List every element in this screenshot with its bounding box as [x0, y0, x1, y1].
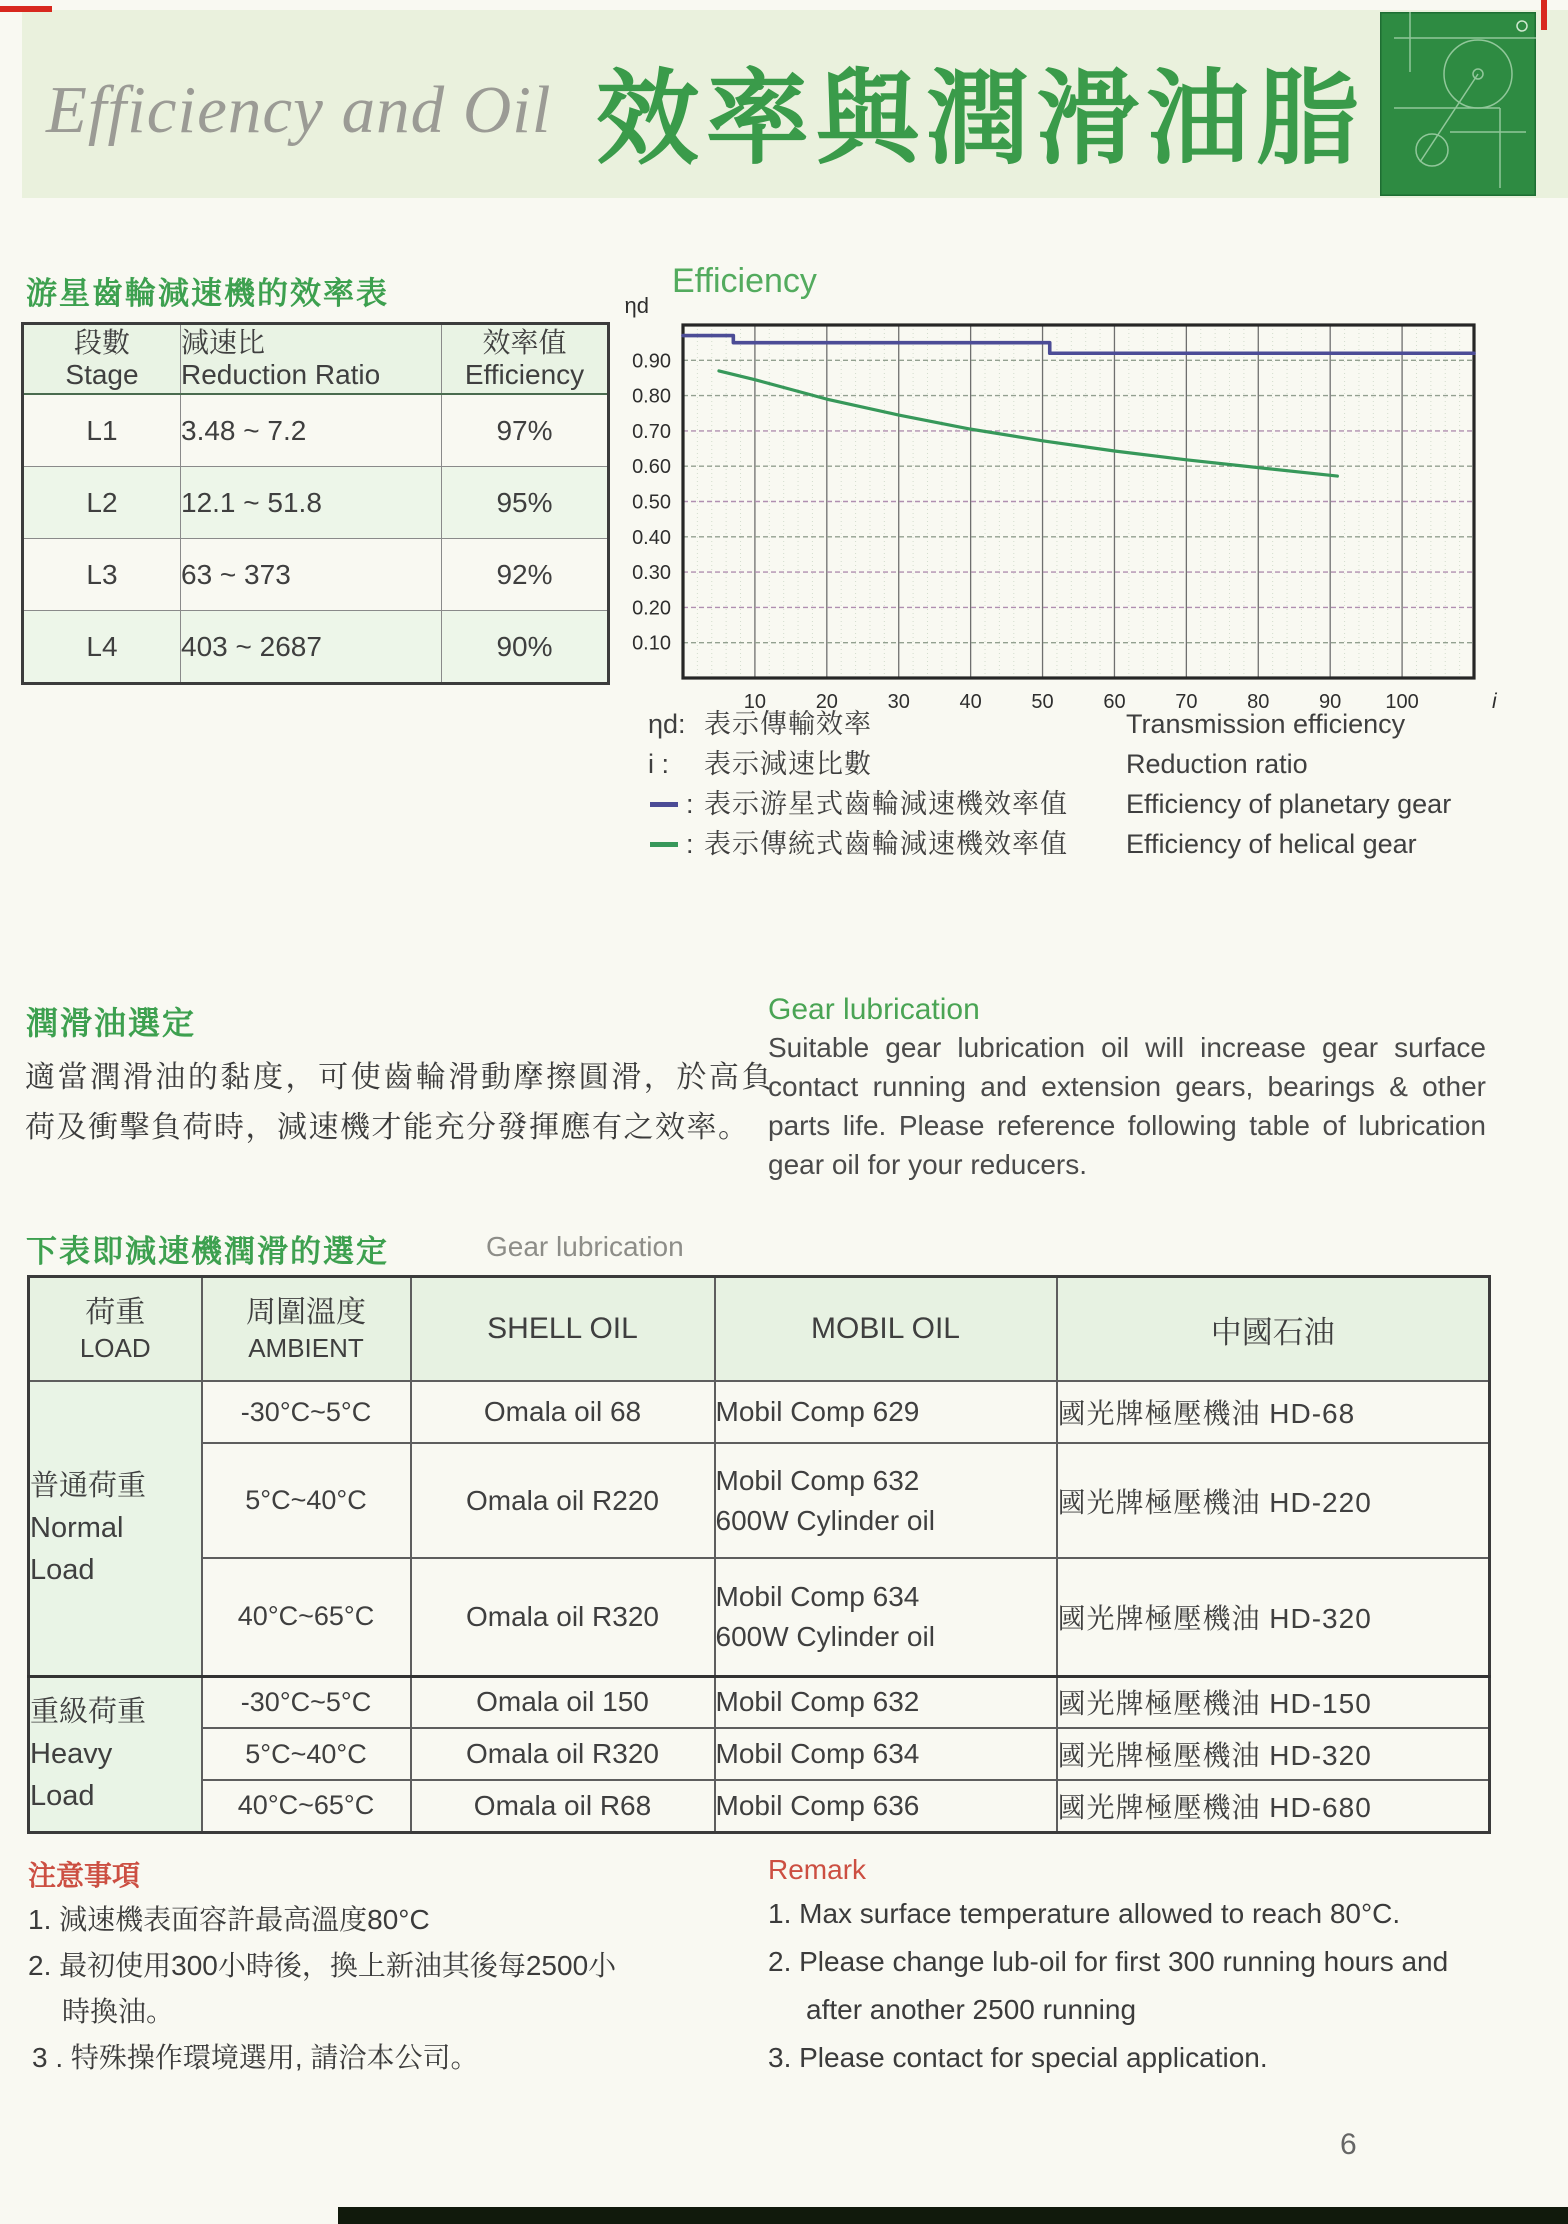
mobil-line1: Mobil Comp 632 — [715, 1464, 920, 1496]
y-axis-label: ηd — [624, 293, 649, 318]
note-zh-2-cont: 時換油。 — [62, 1996, 175, 2027]
ambient-cell: 5°C~40°C — [202, 1728, 411, 1780]
col-header-shell: SHELL OIL — [411, 1277, 715, 1382]
efficiency-cell: 97% — [442, 394, 609, 467]
col-header-stage-zh: 段數 — [73, 327, 130, 358]
lubrication-en-paragraph: Suitable gear lubrication oil will increase gear surface contact running and extension gears, bearings & other parts life. Please reference following table of lubrication gear oil for your reducers. — [768, 1032, 1486, 1180]
stage-cell: L3 — [23, 539, 181, 611]
x-axis-tick-label: 70 — [1175, 691, 1198, 713]
shell-cell: Omala oil R220 — [411, 1443, 715, 1558]
legend-label-en: Transmission efficiency — [1126, 709, 1406, 739]
load-en2: Load — [30, 1554, 95, 1587]
mobil-line2: 600W Cylinder oil — [715, 1504, 935, 1536]
x-axis-tick-label: 100 — [1385, 691, 1419, 713]
col-header-efficiency-en: Efficiency — [464, 359, 585, 390]
lubrication-table — [27, 1275, 1491, 1834]
y-axis-tick-label: 0.30 — [632, 562, 671, 585]
load-en1: Normal — [30, 1512, 124, 1545]
table-row-normal-1 — [29, 1381, 1490, 1443]
y-axis-tick-label: 0.80 — [632, 385, 671, 408]
shell-cell: Omala oil 68 — [411, 1381, 715, 1443]
table-row-normal-2 — [29, 1443, 1490, 1558]
chart-legend — [648, 704, 1528, 864]
mobil-cell: Mobil Comp 629 — [715, 1381, 1057, 1443]
y-axis-tick-label: 0.50 — [632, 491, 671, 514]
ambient-cell: -30°C~5°C — [202, 1676, 411, 1728]
cnpc-cell: 國光牌極壓機油 HD-320 — [1057, 1558, 1490, 1676]
table-row-heavy-1 — [29, 1676, 1490, 1728]
mobil-cell — [715, 1443, 1057, 1558]
note-zh-2: 2. 最初使用300小時後，換上新油其後每2500小 — [28, 1950, 617, 1981]
x-axis-tick-label: 50 — [1031, 691, 1054, 713]
cnpc-cell: 國光牌極壓機油 HD-150 — [1057, 1676, 1490, 1728]
col-header-stage-en: Stage — [65, 359, 139, 390]
legend-symbol-i: i : — [648, 749, 670, 779]
stage-cell: L4 — [23, 611, 181, 684]
legend-row-planetary — [648, 784, 1528, 824]
scan-edge-bar — [338, 2207, 1568, 2224]
x-axis-tick-label: 80 — [1247, 691, 1270, 713]
page-title-english: Efficiency and Oil — [46, 73, 552, 147]
lubrication-table-title-en: Gear lubrication — [486, 1231, 684, 1262]
table-row-normal-3 — [29, 1558, 1490, 1676]
x-axis-tick-label: 40 — [959, 691, 982, 713]
ratio-cell: 12.1 ~ 51.8 — [181, 467, 442, 539]
lubrication-header-row — [29, 1277, 1490, 1382]
efficiency-table-title: 游星齒輪減速機的效率表 — [26, 276, 389, 311]
col-header-ratio-en: Reduction Ratio — [181, 359, 381, 390]
scan-mark-top-left — [0, 6, 52, 12]
col-header-efficiency-zh: 效率值 — [482, 327, 567, 358]
efficiency-cell: 95% — [442, 467, 609, 539]
y-axis-tick-label: 0.20 — [632, 597, 671, 620]
efficiency-cell: 92% — [442, 539, 609, 611]
col-header-ambient-en: AMBIENT — [248, 1333, 364, 1363]
cnpc-cell: 國光牌極壓機油 HD-68 — [1057, 1381, 1490, 1443]
legend-colon: : — [686, 789, 694, 819]
cnpc-cell: 國光牌極壓機油 HD-220 — [1057, 1443, 1490, 1558]
legend-symbol-eta: ηd: — [648, 709, 686, 739]
legend-label-zh: 表示傳統式齒輪減速機效率值 — [704, 829, 1068, 859]
col-header-ratio-zh: 減速比 — [181, 327, 266, 358]
table-row-L3 — [23, 539, 609, 611]
page-number: 6 — [1340, 2128, 1357, 2161]
page-title-chinese: 效率與潤滑油脂 — [596, 61, 1366, 176]
note-zh-1: 1. 減速機表面容許最高溫度80°C — [28, 1904, 430, 1935]
cnpc-cell: 國光牌極壓機油 HD-320 — [1057, 1728, 1490, 1780]
cnpc-cell: 國光牌極壓機油 HD-680 — [1057, 1780, 1490, 1832]
stage-cell: L1 — [23, 394, 181, 467]
col-header-load-en: LOAD — [79, 1333, 151, 1363]
legend-label-en: Efficiency of helical gear — [1126, 829, 1417, 859]
col-header-efficiency — [442, 324, 609, 395]
notes-zh-title: 注意事項 — [28, 1860, 141, 1891]
col-header-ratio — [181, 324, 442, 395]
legend-row-helical — [648, 824, 1528, 864]
lubrication-zh-heading: 潤滑油選定 — [26, 1005, 197, 1041]
table-row-L2 — [23, 467, 609, 539]
ratio-cell: 63 ~ 373 — [181, 539, 442, 611]
drafting-compass-art — [1380, 12, 1536, 196]
x-axis-tick-label: 60 — [1103, 691, 1126, 713]
remark-1: 1. Max surface temperature allowed to reach 80°C. — [768, 1898, 1401, 1929]
ambient-cell: -30°C~5°C — [202, 1381, 411, 1443]
table-row-L4 — [23, 611, 609, 684]
remark-3: 3. Please contact for special application. — [768, 2042, 1268, 2073]
table-row-heavy-2 — [29, 1728, 1490, 1780]
shell-cell: Omala oil R320 — [411, 1558, 715, 1676]
legend-label-en: Reduction ratio — [1126, 749, 1308, 779]
load-zh: 普通荷重 — [30, 1470, 147, 1503]
lubrication-en-heading: Gear lubrication — [768, 993, 980, 1026]
note-zh-3: 3 . 特殊操作環境選用, 請洽本公司。 — [32, 2042, 479, 2073]
planetary-gear-line — [683, 336, 1474, 354]
ambient-cell: 40°C~65°C — [202, 1780, 411, 1832]
efficiency-chart — [600, 268, 1520, 746]
col-header-ambient — [202, 1277, 411, 1382]
legend-label-zh: 表示游星式齒輪減速機效率值 — [704, 789, 1068, 819]
load-cell-heavy — [29, 1676, 202, 1832]
remark-2-cont: after another 2500 running — [806, 1994, 1137, 2025]
col-header-load — [29, 1277, 202, 1382]
x-axis-tick-label: 30 — [887, 691, 910, 713]
remark-title: Remark — [768, 1854, 867, 1885]
y-axis-tick-label: 0.70 — [632, 420, 671, 443]
legend-row-eta — [648, 704, 1528, 744]
y-axis-tick-label: 0.90 — [632, 350, 671, 373]
col-header-cnpc: 中國石油 — [1057, 1277, 1490, 1382]
col-header-ambient-zh: 周圍溫度 — [246, 1296, 366, 1329]
ratio-cell: 3.48 ~ 7.2 — [181, 394, 442, 467]
mobil-line2: 600W Cylinder oil — [715, 1620, 935, 1652]
helical-line-swatch — [650, 842, 678, 847]
lubrication-table-title-zh: 下表即減速機潤滑的選定 — [26, 1234, 389, 1269]
x-axis-label: i — [1492, 690, 1497, 713]
shell-cell: Omala oil 150 — [411, 1676, 715, 1728]
ratio-cell: 403 ~ 2687 — [181, 611, 442, 684]
y-axis-tick-label: 0.40 — [632, 526, 671, 549]
scan-mark-top-right — [1541, 0, 1547, 30]
legend-label-zh: 表示減速比數 — [704, 749, 872, 779]
mobil-line1: Mobil Comp 634 — [715, 1580, 920, 1612]
x-axis-tick-label: 10 — [743, 691, 767, 713]
load-cell-normal — [29, 1381, 202, 1676]
chart-title: Efficiency — [672, 262, 817, 300]
lubrication-zh-paragraph: 適當潤滑油的黏度，可使齒輪滑動摩擦圓滑，於高負荷及衝擊負荷時，減速機才能充分發揮應有之效率。 — [25, 1061, 773, 1144]
planetary-line-swatch — [650, 802, 678, 807]
legend-label-zh: 表示傳輸效率 — [704, 709, 872, 739]
remark-2: 2. Please change lub-oil for first 300 running hours and — [768, 1946, 1449, 1977]
shell-cell: Omala oil R68 — [411, 1780, 715, 1832]
mobil-cell: Mobil Comp 636 — [715, 1780, 1057, 1832]
ambient-cell: 40°C~65°C — [202, 1558, 411, 1676]
shell-cell: Omala oil R320 — [411, 1728, 715, 1780]
legend-colon: : — [686, 829, 694, 859]
col-header-load-zh: 荷重 — [85, 1296, 146, 1329]
mobil-cell: Mobil Comp 634 — [715, 1728, 1057, 1780]
mobil-cell — [715, 1558, 1057, 1676]
col-header-mobil: MOBIL OIL — [715, 1277, 1057, 1382]
legend-row-i — [648, 744, 1528, 784]
table-row-heavy-3 — [29, 1780, 1490, 1832]
col-header-stage — [23, 324, 181, 395]
table-row-L1 — [23, 394, 609, 467]
load-zh: 重級荷重 — [30, 1696, 147, 1728]
x-axis-tick-label: 20 — [815, 691, 838, 713]
mobil-cell: Mobil Comp 632 — [715, 1676, 1057, 1728]
legend-label-en: Efficiency of planetary gear — [1126, 789, 1452, 819]
efficiency-table-header-row — [23, 324, 609, 395]
y-axis-tick-label: 0.10 — [632, 632, 671, 655]
ambient-cell: 5°C~40°C — [202, 1443, 411, 1558]
stage-cell: L2 — [23, 467, 181, 539]
load-en1: Heavy — [30, 1738, 113, 1770]
helical-gear-line — [719, 371, 1337, 476]
efficiency-cell: 90% — [442, 611, 609, 684]
load-en2: Load — [30, 1780, 95, 1812]
x-axis-tick-label: 90 — [1319, 691, 1342, 713]
efficiency-table — [21, 322, 610, 685]
y-axis-tick-label: 0.60 — [632, 456, 671, 479]
